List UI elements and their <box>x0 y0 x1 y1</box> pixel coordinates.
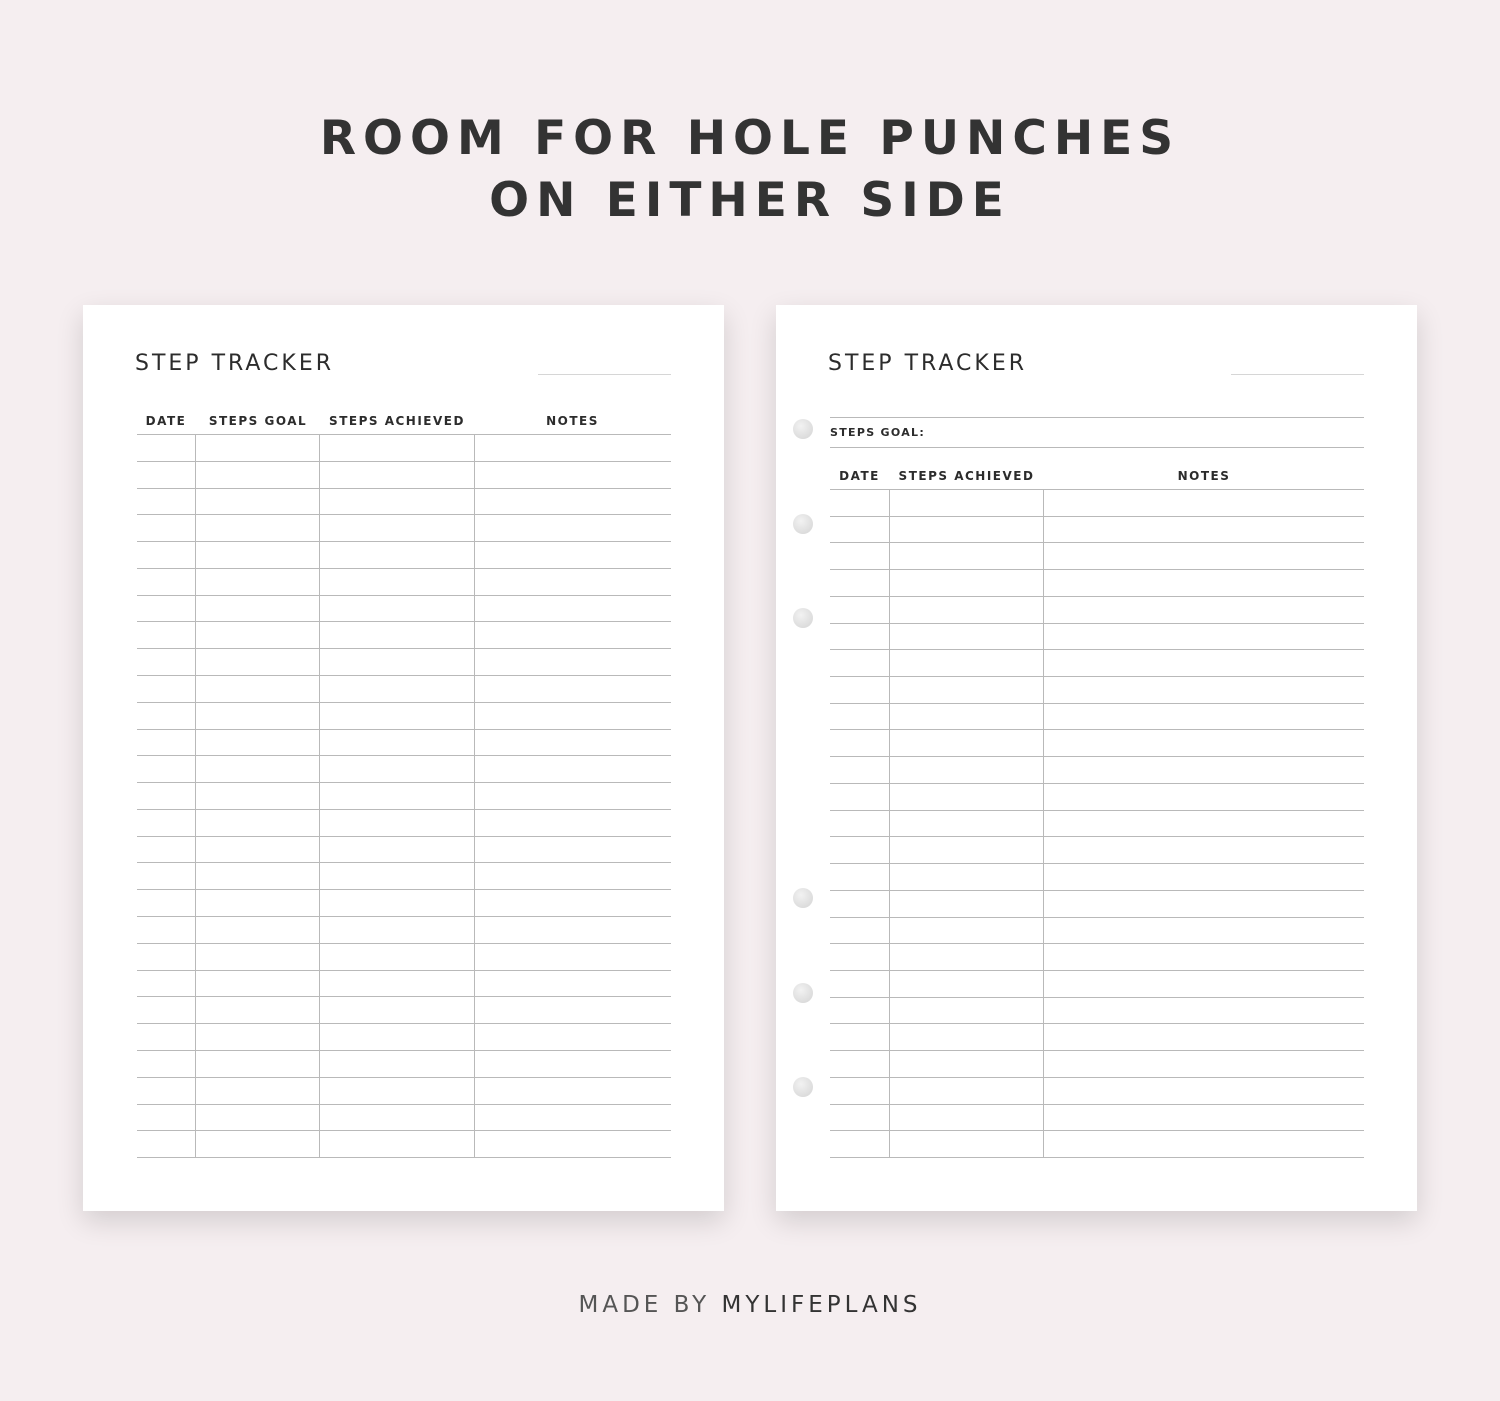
table-row-line <box>830 1077 1364 1078</box>
table-row-line <box>137 434 671 435</box>
column-divider <box>889 489 890 1157</box>
footer-brand: MYLIFEPLANS <box>721 1292 922 1318</box>
table-row-line <box>137 1104 671 1105</box>
table-row-line <box>137 541 671 542</box>
footer-credit <box>0 1292 1500 1318</box>
table-row-line <box>137 1050 671 1051</box>
table-row-line <box>137 648 671 649</box>
table-row-line <box>137 1023 671 1024</box>
table-row-line <box>830 890 1364 891</box>
column-divider <box>319 434 320 1157</box>
table-row-line <box>830 943 1364 944</box>
title-underline <box>538 374 671 375</box>
table-row-line <box>830 997 1364 998</box>
table-row-line <box>830 596 1364 597</box>
table-row-line <box>830 863 1364 864</box>
table-row-line <box>137 836 671 837</box>
table-row-line <box>830 756 1364 757</box>
table-row-line <box>830 917 1364 918</box>
table-row-line <box>830 516 1364 517</box>
table-row-line <box>137 862 671 863</box>
table-row-line <box>830 970 1364 971</box>
punch-hole-icon <box>793 888 813 908</box>
goal-top-line <box>830 417 1364 418</box>
table-row-line <box>137 889 671 890</box>
column-header-date: DATE <box>145 414 187 428</box>
table-row-line <box>137 514 671 515</box>
table-row-line <box>830 1023 1364 1024</box>
table-row-line <box>830 676 1364 677</box>
table-row-line <box>830 783 1364 784</box>
table-row-line <box>830 1157 1364 1158</box>
table-row-line <box>137 568 671 569</box>
column-divider <box>1043 489 1044 1157</box>
table-row-line <box>830 649 1364 650</box>
sheet-title: STEP TRACKER <box>135 351 335 376</box>
column-header-notes: NOTES <box>546 414 599 428</box>
punch-hole-icon <box>793 983 813 1003</box>
planner-sheet-left <box>83 305 724 1211</box>
column-header-date: DATE <box>839 469 880 483</box>
table-row-line <box>830 1050 1364 1051</box>
table-row-line <box>830 1104 1364 1105</box>
table-row-line <box>830 569 1364 570</box>
column-header-steps-achieved: STEPS ACHIEVED <box>329 414 465 428</box>
table-row-line <box>830 810 1364 811</box>
table-row-line <box>830 1130 1364 1131</box>
table-row-line <box>137 595 671 596</box>
punch-hole-icon <box>793 608 813 628</box>
table-row-line <box>137 675 671 676</box>
table-row-line <box>830 542 1364 543</box>
table-row-line <box>137 970 671 971</box>
table-row-line <box>137 943 671 944</box>
headline-line-1: ROOM FOR HOLE PUNCHES <box>319 111 1181 166</box>
table-row-line <box>137 1157 671 1158</box>
table-row-line <box>830 623 1364 624</box>
column-divider <box>195 434 196 1157</box>
table-row-line <box>137 1077 671 1078</box>
table-row-line <box>137 809 671 810</box>
table-row-line <box>830 489 1364 490</box>
column-header-steps-achieved: STEPS ACHIEVED <box>898 469 1035 483</box>
table-row-line <box>830 836 1364 837</box>
column-divider <box>474 434 475 1157</box>
punch-hole-icon <box>793 1077 813 1097</box>
table-row-line <box>830 729 1364 730</box>
table-row-line <box>830 703 1364 704</box>
sheet-title: STEP TRACKER <box>828 351 1028 376</box>
column-header-steps-goal: STEPS GOAL <box>208 414 308 428</box>
column-header-notes: NOTES <box>1177 469 1231 483</box>
punch-hole-icon <box>793 514 813 534</box>
table-row-line <box>137 461 671 462</box>
table-row-line <box>137 729 671 730</box>
headline <box>0 108 1500 232</box>
headline-line-2: ON EITHER SIDE <box>489 173 1011 228</box>
table-row-line <box>137 621 671 622</box>
table-row-line <box>137 916 671 917</box>
steps-goal-label: STEPS GOAL: <box>830 426 926 439</box>
goal-bottom-line <box>830 447 1364 448</box>
table-row-line <box>137 1130 671 1131</box>
footer-prefix: MADE BY <box>578 1292 711 1318</box>
table-row-line <box>137 755 671 756</box>
table-row-line <box>137 488 671 489</box>
table-row-line <box>137 996 671 997</box>
planner-sheet-right <box>776 305 1417 1211</box>
table-row-line <box>137 782 671 783</box>
punch-hole-icon <box>793 419 813 439</box>
title-underline <box>1231 374 1364 375</box>
table-row-line <box>137 702 671 703</box>
